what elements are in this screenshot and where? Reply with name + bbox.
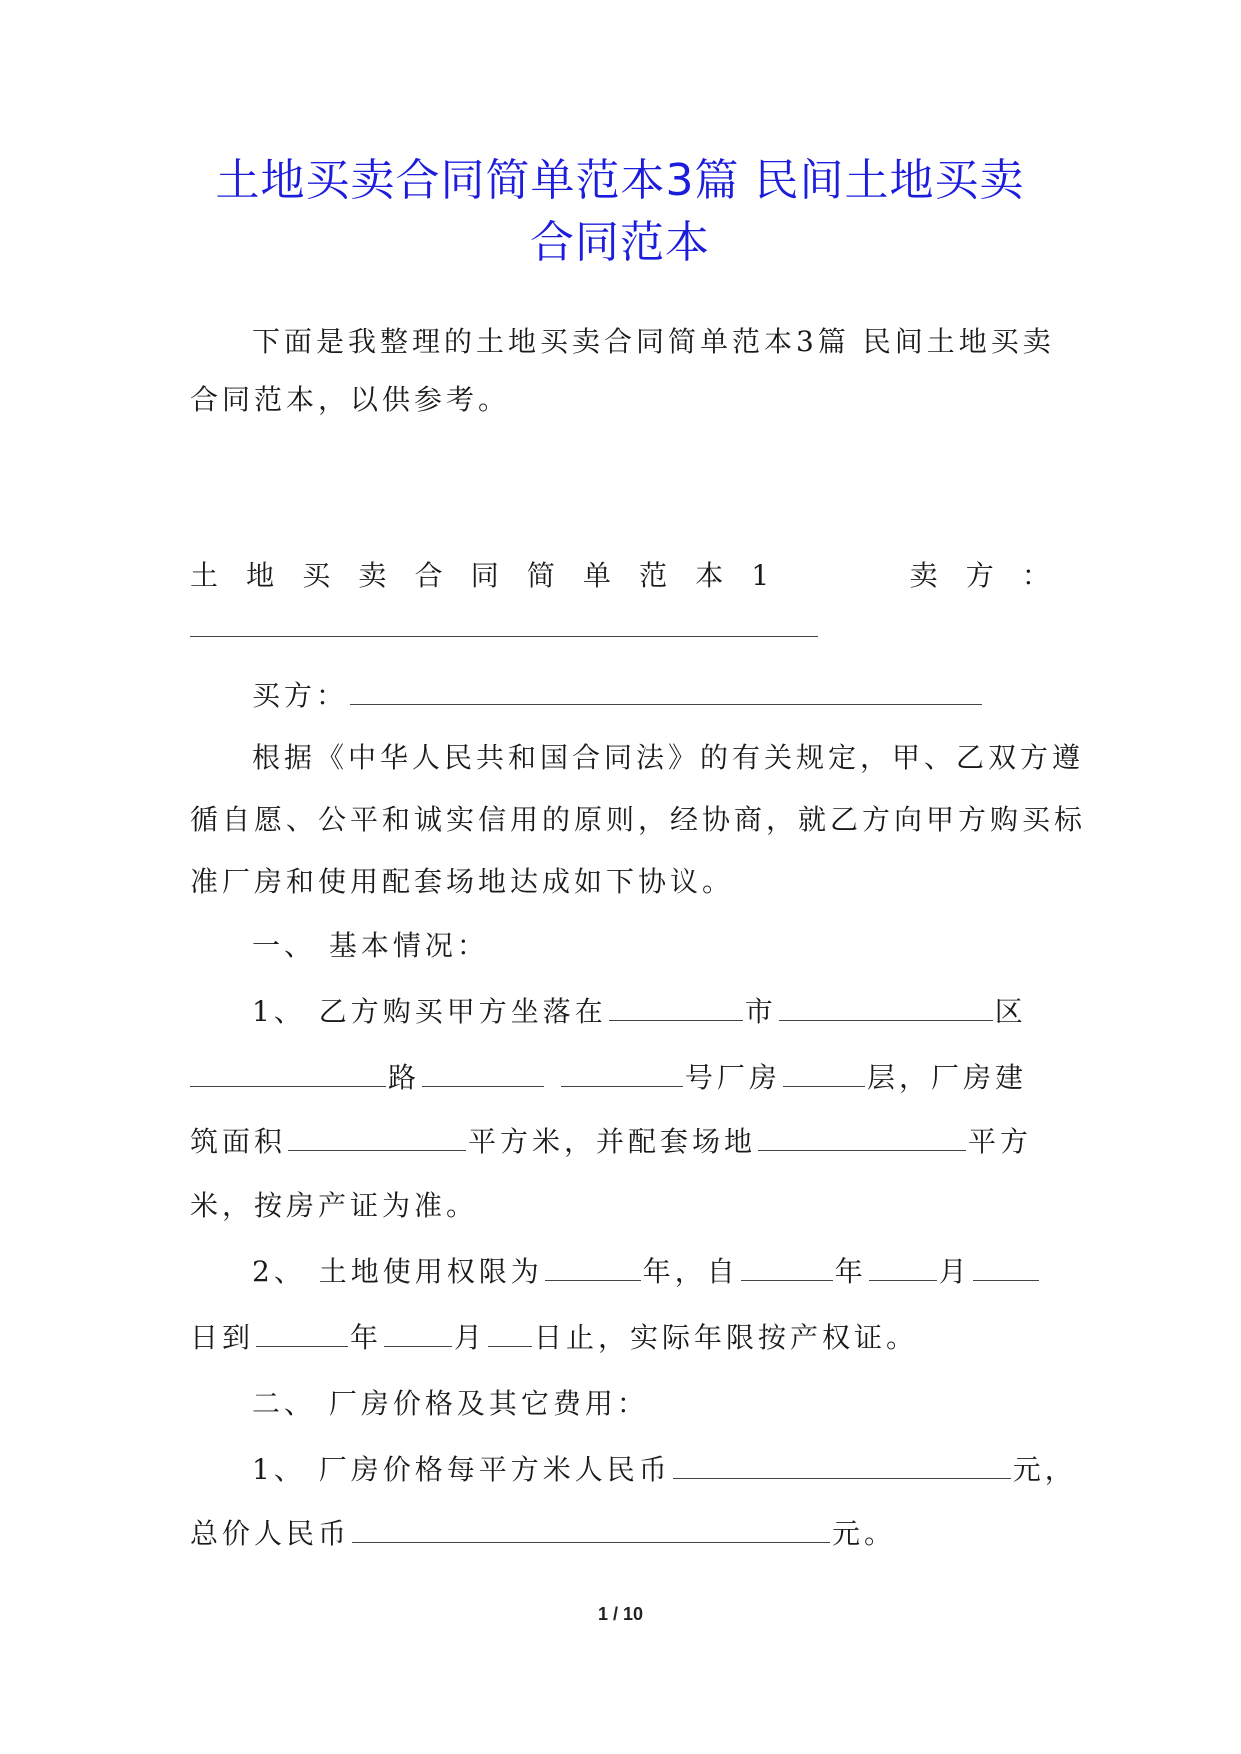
basis-line-3 xyxy=(190,862,1050,902)
intro-text-1: 下面是我整理的土地买卖合同简单范本3篇 民间土地买卖 xyxy=(252,325,1055,358)
title-line-2: 合同范本 xyxy=(530,217,710,268)
item-2-text: 年，自 xyxy=(642,1255,739,1288)
start-year-blank xyxy=(741,1254,833,1281)
building-area-blank xyxy=(288,1124,466,1151)
item-1-text: 筑面积 xyxy=(190,1125,287,1158)
basis-text-2: 循自愿、公平和诚实信用的原则，经协商，就乙方向甲方购买标 xyxy=(190,803,1087,836)
item-2-text: 年 xyxy=(350,1321,383,1354)
number-blank-2 xyxy=(561,1060,683,1087)
heading-char: 卖 xyxy=(909,559,938,592)
intro-text-2: 合同范本，以供参考。 xyxy=(190,383,511,416)
item-1-text: 市 xyxy=(744,995,777,1028)
item-2-text: 日止，实际年限按产权证。 xyxy=(534,1321,919,1354)
item-1-text: 路 xyxy=(388,1061,421,1094)
buyer-label: 买方： xyxy=(252,679,349,712)
end-day-blank xyxy=(488,1320,532,1347)
total-price-blank xyxy=(352,1516,830,1543)
item-2-line-1 xyxy=(190,1252,1050,1292)
buyer-name-blank xyxy=(350,678,982,705)
heading-char: 地 xyxy=(246,559,275,592)
page-number: 1 / 10 xyxy=(597,1604,644,1624)
price-text: 1、 厂房价格每平方米人民币 xyxy=(252,1453,671,1486)
price-text: 总价人民币 xyxy=(190,1517,351,1550)
contract-heading xyxy=(190,556,1050,596)
number-blank-1 xyxy=(422,1060,544,1087)
section-2-title: 二、 厂房价格及其它费用： xyxy=(252,1387,649,1420)
heading-char: 同 xyxy=(470,559,499,592)
intro-paragraph-line-2 xyxy=(190,380,1050,420)
section-2-heading xyxy=(190,1384,1050,1424)
heading-char: 单 xyxy=(582,559,611,592)
heading-gap xyxy=(797,556,825,596)
city-blank xyxy=(609,994,743,1021)
item-1-text: 1、 乙方购买甲方坐落在 xyxy=(252,995,607,1028)
item-1-text: 平方米，并配套场地 xyxy=(468,1125,757,1158)
end-month-blank xyxy=(384,1320,452,1347)
district-blank xyxy=(779,994,993,1021)
heading-char: 本 xyxy=(695,559,724,592)
end-year-blank xyxy=(256,1320,348,1347)
heading-char: 卖 xyxy=(358,559,387,592)
item-1-text: 号厂房 xyxy=(684,1061,781,1094)
road-blank xyxy=(190,1060,386,1087)
price-line-2 xyxy=(190,1514,1050,1554)
seller-blank-line xyxy=(190,608,1050,648)
heading-char: 范 xyxy=(639,559,668,592)
heading-char: 1 xyxy=(751,559,770,592)
basis-text-1: 根据《中华人民共和国合同法》的有关规定，甲、乙双方遵 xyxy=(252,741,1085,774)
document-title xyxy=(150,150,1090,274)
item-2-text: 日到 xyxy=(190,1321,255,1354)
heading-char: 买 xyxy=(302,559,331,592)
unit-price-blank xyxy=(673,1452,1011,1479)
buyer-line xyxy=(190,676,1050,716)
price-text: 元。 xyxy=(832,1517,897,1550)
floor-blank xyxy=(783,1060,865,1087)
item-2-text: 年 xyxy=(834,1255,867,1288)
item-1-text: 区 xyxy=(994,995,1027,1028)
basis-line-2 xyxy=(190,800,1087,840)
item-1-text: 米，按房产证为准。 xyxy=(190,1189,479,1222)
item-1-text: 层，厂房建 xyxy=(866,1061,1027,1094)
start-month-blank xyxy=(869,1254,937,1281)
item-1-line-4 xyxy=(190,1186,1050,1226)
heading-char: 方 xyxy=(965,559,994,592)
heading-char: 简 xyxy=(526,559,555,592)
heading-char: 土 xyxy=(190,559,219,592)
seller-name-blank xyxy=(190,610,818,637)
term-years-blank xyxy=(545,1254,641,1281)
item-2-text: 2、 土地使用权限为 xyxy=(252,1255,543,1288)
item-2-text: 月 xyxy=(938,1255,971,1288)
section-1-title: 一、 基本情况： xyxy=(252,929,489,962)
heading-char: 合 xyxy=(414,559,443,592)
item-1-line-1 xyxy=(190,992,1050,1032)
item-2-text: 月 xyxy=(454,1321,487,1354)
intro-paragraph-line-1 xyxy=(190,322,1055,362)
basis-line-1 xyxy=(190,738,1085,778)
item-1-text: 平方 xyxy=(968,1125,1033,1158)
heading-gap xyxy=(853,556,881,596)
price-text: 元， xyxy=(1012,1453,1077,1486)
item-2-line-2 xyxy=(190,1318,1050,1358)
title-line-1: 土地买卖合同简单范本3篇 民间土地买卖 xyxy=(215,155,1025,206)
section-1-heading xyxy=(190,926,1050,966)
heading-char: ： xyxy=(1021,559,1050,592)
price-line-1 xyxy=(190,1450,1077,1490)
item-1-line-3 xyxy=(190,1122,1050,1162)
basis-text-3: 准厂房和使用配套场地达成如下协议。 xyxy=(190,865,735,898)
item-1-line-2 xyxy=(190,1058,1050,1098)
site-area-blank xyxy=(758,1124,966,1151)
start-day-blank xyxy=(973,1254,1039,1281)
